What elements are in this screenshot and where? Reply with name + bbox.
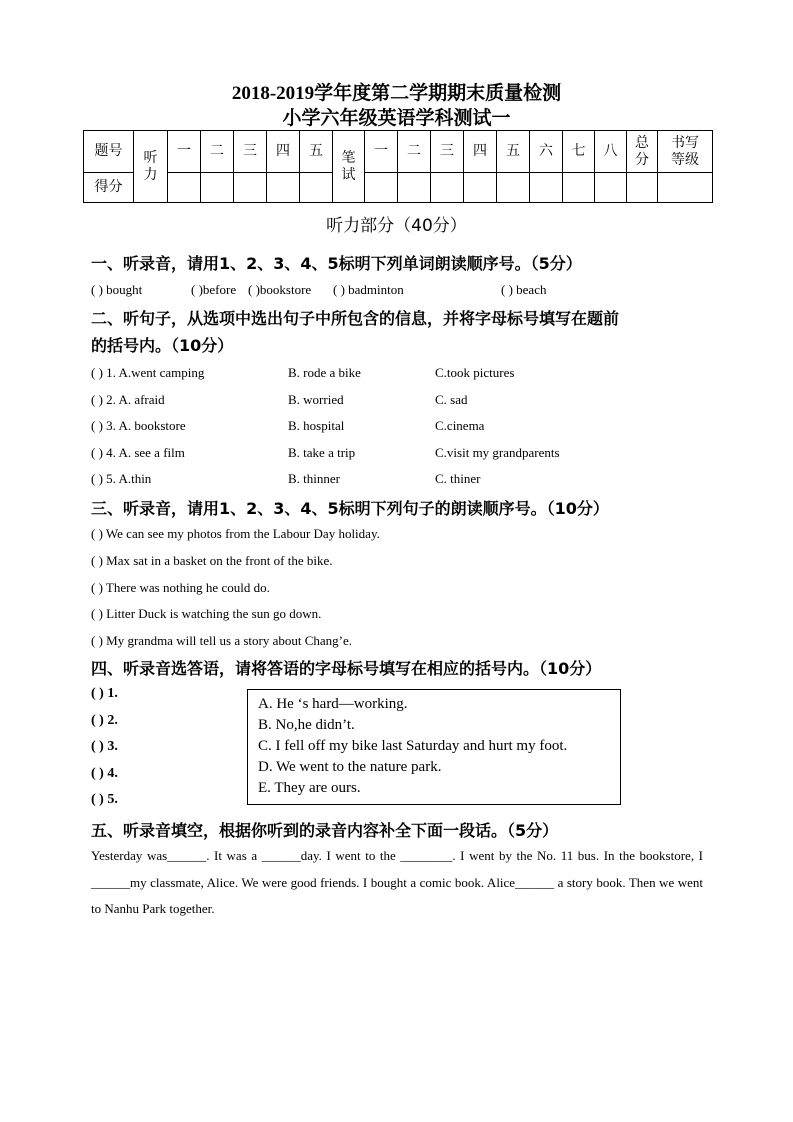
score-cell[interactable] — [201, 173, 234, 203]
answer-blank: ( ) 3. — [91, 739, 118, 754]
score-cell[interactable] — [365, 173, 398, 203]
score-cell[interactable] — [398, 173, 431, 203]
sentence-item: ( ) We can see my photos from the Labour Day holiday. — [91, 526, 380, 541]
score-cell[interactable] — [300, 173, 333, 203]
score-cell[interactable] — [595, 173, 627, 203]
answer-blank: ( ) 2. — [91, 712, 118, 728]
answer-blank: ( ) 5. — [91, 792, 118, 807]
handwriting-header: 书写等级 — [658, 131, 713, 173]
score-table — [83, 130, 713, 203]
col-header: 三 — [234, 131, 267, 173]
total-header: 总分 — [627, 131, 658, 173]
col-header: 六 — [530, 131, 563, 173]
listening-section-title: 听力部分（40分） — [326, 216, 467, 236]
score-cell[interactable] — [431, 173, 464, 203]
word-item: ( ) bought — [91, 282, 143, 297]
row-label-score: 得分 — [84, 173, 134, 203]
option-b: B. thinner — [288, 471, 340, 486]
exam-title: 2018-2019学年度第二学期期末质量检测 — [231, 83, 562, 104]
section-2-heading-cont: 的括号内。（10分） — [91, 336, 234, 355]
score-cell[interactable] — [497, 173, 530, 203]
option-b: B. hospital — [288, 418, 345, 433]
question-item: ( ) 2. A. afraid — [91, 391, 165, 407]
answer-option: D. We went to the nature park. — [258, 759, 442, 775]
sentence-item: ( ) Max sat in a basket on the front of the bike. — [91, 552, 333, 568]
answer-option: E. They are ours. — [258, 780, 361, 796]
answer-option: B. No,he didn’t. — [258, 717, 355, 733]
col-header: 四 — [267, 131, 300, 173]
fill-in-paragraph: Yesterday was______. It was a ______day. I went to the ________. I went by the No. 11 bus. In the bookstore, I ______my classmate, Alice. We were good friends. I bought a comic book. Alice______ a story book. Then we went to Nanhu Park together. — [91, 848, 703, 916]
option-c: C. thiner — [435, 471, 481, 486]
sentence-item: ( ) Litter Duck is watching the sun go down. — [91, 606, 322, 622]
score-cell[interactable] — [530, 173, 563, 203]
score-cell[interactable] — [658, 173, 713, 203]
writing-label: 笔试 — [333, 131, 365, 203]
section-5-heading: 五、听录音填空，根据你听到的录音内容补全下面一段话。（5分） — [91, 821, 559, 840]
option-c: C.visit my grandparents — [435, 444, 560, 460]
col-header: 二 — [201, 131, 234, 173]
col-header: 八 — [595, 131, 627, 173]
score-cell[interactable] — [464, 173, 497, 203]
word-item: ( )before — [191, 282, 237, 297]
word-item: ( )bookstore — [248, 282, 312, 297]
section-4-heading: 四、听录音选答语，请将答语的字母标号填写在相应的括号内。（10分） — [91, 659, 602, 678]
answer-blank: ( ) 4. — [91, 765, 118, 781]
option-c: C.took pictures — [435, 365, 515, 380]
answer-option: C. I fell off my bike last Saturday and hurt my foot. — [258, 738, 568, 754]
exam-subtitle: 小学六年级英语学科测试一 — [282, 108, 511, 129]
option-c: C. sad — [435, 391, 468, 407]
option-b: B. rode a bike — [288, 365, 361, 380]
listening-label: 听力 — [134, 131, 168, 203]
row-label-number: 题号 — [84, 131, 134, 173]
word-item: ( ) beach — [501, 282, 547, 297]
sentence-item: ( ) There was nothing he could do. — [91, 579, 270, 595]
answer-options-box — [247, 689, 621, 805]
option-b: B. worried — [288, 391, 344, 407]
section-3-heading: 三、听录音，请用1、2、3、4、5标明下列句子的朗读顺序号。（10分） — [91, 499, 609, 518]
section-2-heading: 二、听句子，从选项中选出句子中所包含的信息，并将字母标号填写在题前 — [91, 309, 620, 328]
col-header: 四 — [464, 131, 497, 173]
score-cell[interactable] — [627, 173, 658, 203]
score-cell[interactable] — [563, 173, 595, 203]
score-cell[interactable] — [234, 173, 267, 203]
question-item: ( ) 1. A.went camping — [91, 365, 205, 380]
col-header: 五 — [300, 131, 333, 173]
col-header: 一 — [168, 131, 201, 173]
col-header: 七 — [563, 131, 595, 173]
word-item: ( ) badminton — [333, 282, 404, 297]
sentence-item: ( ) My grandma will tell us a story about Chang’e. — [91, 633, 353, 649]
score-cell[interactable] — [168, 173, 201, 203]
score-cell[interactable] — [267, 173, 300, 203]
question-item: ( ) 5. A.thin — [91, 471, 152, 486]
question-item: ( ) 4. A. see a film — [91, 444, 185, 460]
col-header: 二 — [398, 131, 431, 173]
option-c: C.cinema — [435, 418, 485, 433]
col-header: 三 — [431, 131, 464, 173]
option-b: B. take a trip — [288, 444, 356, 460]
answer-option: A. He ‘s hard—working. — [258, 696, 408, 712]
answer-blank: ( ) 1. — [91, 686, 118, 701]
col-header: 一 — [365, 131, 398, 173]
question-item: ( ) 3. A. bookstore — [91, 418, 186, 433]
col-header: 五 — [497, 131, 530, 173]
section-1-heading: 一、听录音，请用1、2、3、4、5标明下列单词朗读顺序号。（5分） — [91, 254, 582, 273]
